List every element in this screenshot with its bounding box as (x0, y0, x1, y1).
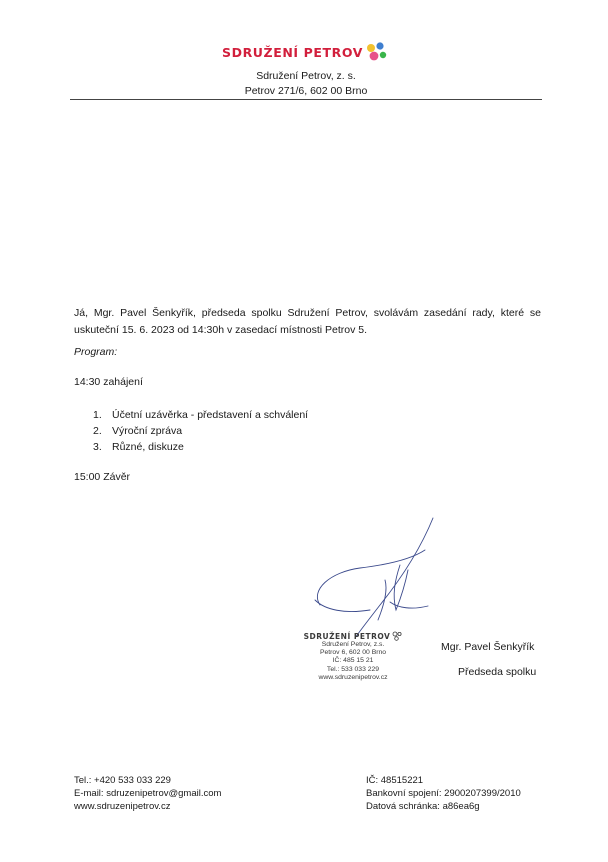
footer-website: www.sdruzenipetrov.cz (74, 801, 171, 812)
agenda-item (93, 423, 308, 439)
agenda-text: Různé, diskuze (112, 441, 184, 453)
agenda-number: 1. (93, 409, 102, 421)
stamp-line: Tel.: 533 033 229 (326, 665, 380, 673)
program-label: Program: (74, 346, 118, 358)
footer-databox: Datová schránka: a86ea6g (366, 801, 480, 812)
signer-role: Předseda spolku (458, 666, 537, 678)
end-item: 15:00 Závěr (74, 471, 131, 483)
header-logo (222, 41, 390, 63)
agenda-number: 2. (93, 425, 102, 437)
footer-registration (366, 774, 521, 813)
agenda-item (93, 439, 308, 455)
agenda-item (93, 407, 308, 423)
org-name: Sdružení Petrov, z. s. (256, 70, 356, 82)
agenda-text: Výroční zpráva (112, 425, 183, 437)
stamp-line: www.sdruzenipetrov.cz (318, 673, 388, 681)
org-address: Petrov 271/6, 602 00 Brno (244, 85, 368, 97)
start-item: 14:30 zahájení (74, 376, 143, 388)
footer-phone: Tel.: +420 533 033 229 (74, 775, 171, 786)
stamp-line: IČ: 485 15 21 (332, 657, 374, 665)
stamp-logo-text: SDRUŽENÍ PETROV (303, 631, 391, 641)
footer-contact (74, 774, 221, 813)
logo-dots-icon (364, 41, 390, 63)
agenda-text: Účetní uzávěrka - představení a schválení (112, 409, 309, 421)
signer-name: Mgr. Pavel Šenkyřík (441, 641, 535, 653)
organization-stamp (298, 631, 408, 682)
stamp-line: Sdružení Petrov, z.s. (321, 641, 385, 648)
stamp-dots-icon (392, 631, 402, 641)
header-divider (70, 99, 542, 100)
footer-bank: Bankovní spojení: 2900207399/2010 (366, 788, 521, 799)
footer-email: E-mail: sdruzenipetrov@gmail.com (74, 788, 222, 799)
signature-icon (300, 510, 450, 645)
stamp-line: Petrov 6, 602 00 Brno (319, 649, 387, 657)
agenda-list (93, 407, 308, 455)
logo-text: SDRUŽENÍ PETROV (222, 44, 364, 60)
footer-ico: IČ: 48515221 (366, 775, 424, 786)
stamp-logo (298, 631, 408, 641)
invitation-paragraph: Já, Mgr. Pavel Šenkyřík, předseda spolku Sdružení Petrov, svolávám zasedání rady, které se uskuteční 15. 6. 2023 od 14:30h v zasedací místnosti Petrov 5. (74, 307, 541, 336)
agenda-number: 3. (93, 441, 102, 453)
